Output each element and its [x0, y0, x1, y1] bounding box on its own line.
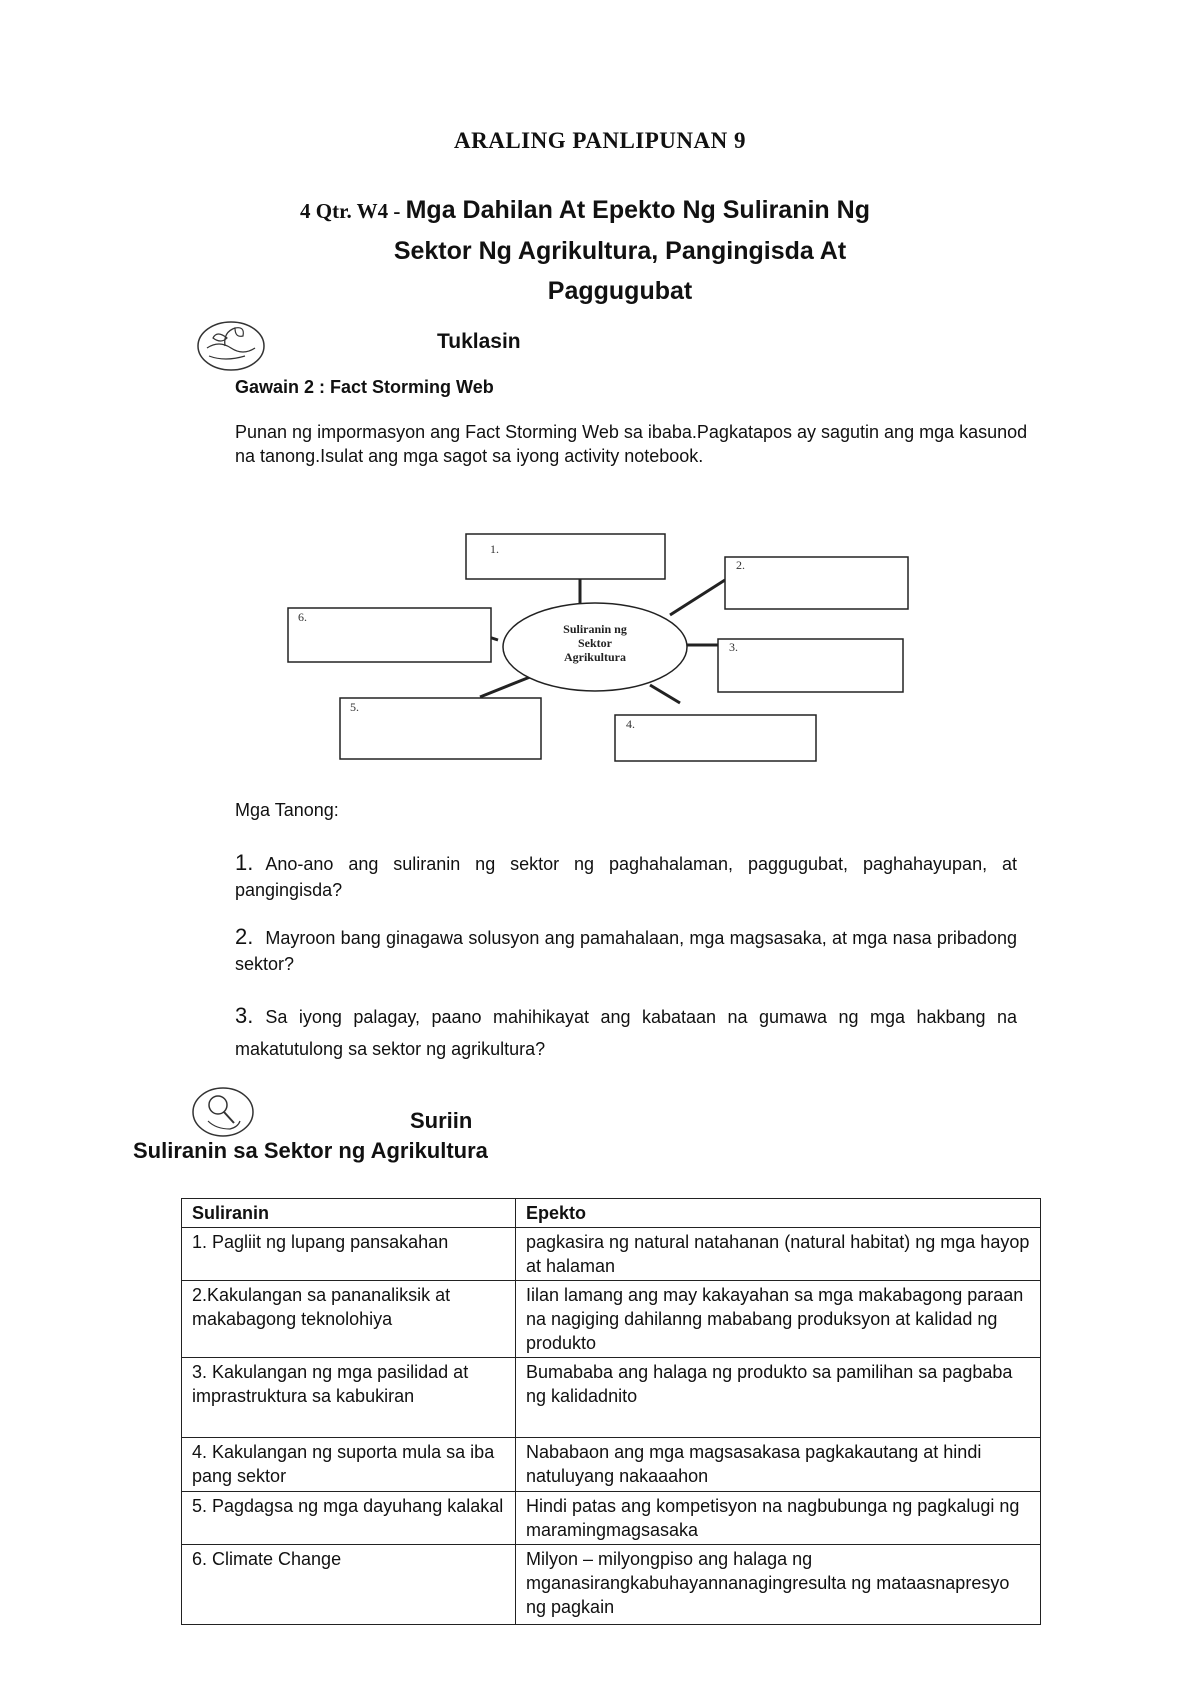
table-cell-suliranin: 3. Kakulangan ng mga pasilidad at imprastruktura sa kabukiran [182, 1358, 516, 1438]
web-box-1-label: 1. [490, 542, 499, 556]
web-box-4-label: 4. [626, 717, 635, 731]
table-header-row [182, 1199, 1041, 1228]
question-1-number: 1. [235, 850, 254, 875]
fact-storming-web [280, 525, 920, 765]
table-cell-suliranin: 2.Kakulangan sa pananaliksik at makabagong teknolohiya [182, 1281, 516, 1358]
questions-label: Mga Tanong: [235, 800, 339, 820]
question-2 [235, 924, 1017, 977]
web-box-5 [340, 698, 541, 759]
table-row [182, 1358, 1041, 1438]
web-center-line1: Suliranin ng [563, 622, 627, 636]
lesson-title-line3: Paggugubat [547, 277, 693, 305]
web-box-6 [288, 608, 491, 662]
question-2-text: Mayroon bang ginagawa solusyon ang pamahalaan, mga magsasaka, at mga nasa pribadong sektor? [235, 928, 1017, 974]
table-cell-epekto: Milyon – milyongpiso ang halaga ng mganasirangkabuhayannanagingresulta ng mataasnapresyo ng pagkain [516, 1545, 1041, 1625]
subject-title: ARALING PANLIPUNAN 9 [454, 128, 746, 153]
web-box-3 [718, 639, 903, 692]
web-box-1 [466, 534, 665, 579]
table-row [182, 1545, 1041, 1625]
table-cell-suliranin: 6. Climate Change [182, 1545, 516, 1625]
activity-title: Gawain 2 : Fact Storming Web [235, 377, 494, 397]
table-cell-suliranin: 5. Pagdagsa ng mga dayuhang kalakal [182, 1492, 516, 1545]
magnifier-hand-icon [190, 1085, 256, 1139]
web-box-5-label: 5. [350, 700, 359, 714]
table-cell-suliranin: 1. Pagliit ng lupang pansakahan [182, 1228, 516, 1281]
lesson-title-line1: Mga Dahilan At Epekto Ng Suliranin Ng [405, 196, 870, 224]
question-3-text: Sa iyong palagay, paano mahihikayat ang kabataan na gumawa ng mga hakbang na makatutulong sa sektor ng agrikultura? [235, 1007, 1017, 1059]
web-center-line2: Sektor [578, 636, 612, 650]
table-cell-epekto: Hindi patas ang kompetisyon na nagbubunga ng pagkalugi ng maramingmagsasaka [516, 1492, 1041, 1545]
table-row [182, 1228, 1041, 1281]
connector-2 [670, 580, 725, 615]
tuklasin-heading: Tuklasin [437, 330, 521, 353]
lesson-title [300, 190, 1020, 311]
connector-5 [480, 677, 530, 697]
web-box-2 [725, 557, 908, 609]
web-box-2-label: 2. [736, 558, 745, 572]
table-row [182, 1492, 1041, 1545]
question-1 [235, 850, 1017, 903]
table-cell-epekto: Iilan lamang ang may kakayahan sa mga makabagong paraan na nagiging dahilanng mababang produksyon at kalidad ng produkto [516, 1281, 1041, 1358]
suriin-heading: Suriin [410, 1108, 473, 1133]
quarter-prefix: 4 Qtr. W4 - [300, 199, 406, 223]
web-box-3-label: 3. [729, 640, 738, 654]
table-row [182, 1438, 1041, 1492]
question-2-number: 2. [235, 924, 254, 949]
question-1-text: Ano-ano ang suliranin ng sektor ng paghahalaman, paggugubat, paghahayupan, at pangingisda? [235, 854, 1017, 900]
table-cell-epekto: pagkasira ng natural natahanan (natural habitat) ng mga hayop at halaman [516, 1228, 1041, 1281]
issues-table [181, 1198, 1041, 1625]
web-center-line3: Agrikultura [563, 650, 627, 664]
web-box-6-label: 6. [298, 610, 307, 624]
question-3-number: 3. [235, 1003, 254, 1028]
plant-hand-icon [195, 318, 267, 374]
web-box-4 [615, 715, 816, 761]
table-cell-epekto: Nababaon ang mga magsasakasa pagkakautang at hindi natuluyang nakaaahon [516, 1438, 1041, 1492]
column-header-epekto: Epekto [516, 1199, 1041, 1228]
table-cell-epekto: Bumababa ang halaga ng produkto sa pamilihan sa pagbaba ng kalidadnito [516, 1358, 1041, 1438]
activity-instructions: Punan ng impormasyon ang Fact Storming Web sa ibaba.Pagkatapos ay sagutin ang mga kasunod na tanong.Isulat ang mga sagot sa iyong activity notebook. [235, 422, 1028, 466]
table-row [182, 1281, 1041, 1358]
lesson-title-line2: Sektor Ng Agrikultura, Pangingisda At [393, 237, 847, 265]
connector-4 [650, 685, 680, 703]
column-header-suliranin: Suliranin [182, 1199, 516, 1228]
table-cell-suliranin: 4. Kakulangan ng suporta mula sa iba pang sektor [182, 1438, 516, 1492]
question-3 [235, 1000, 1017, 1065]
table-title: Suliranin sa Sektor ng Agrikultura [133, 1138, 488, 1163]
